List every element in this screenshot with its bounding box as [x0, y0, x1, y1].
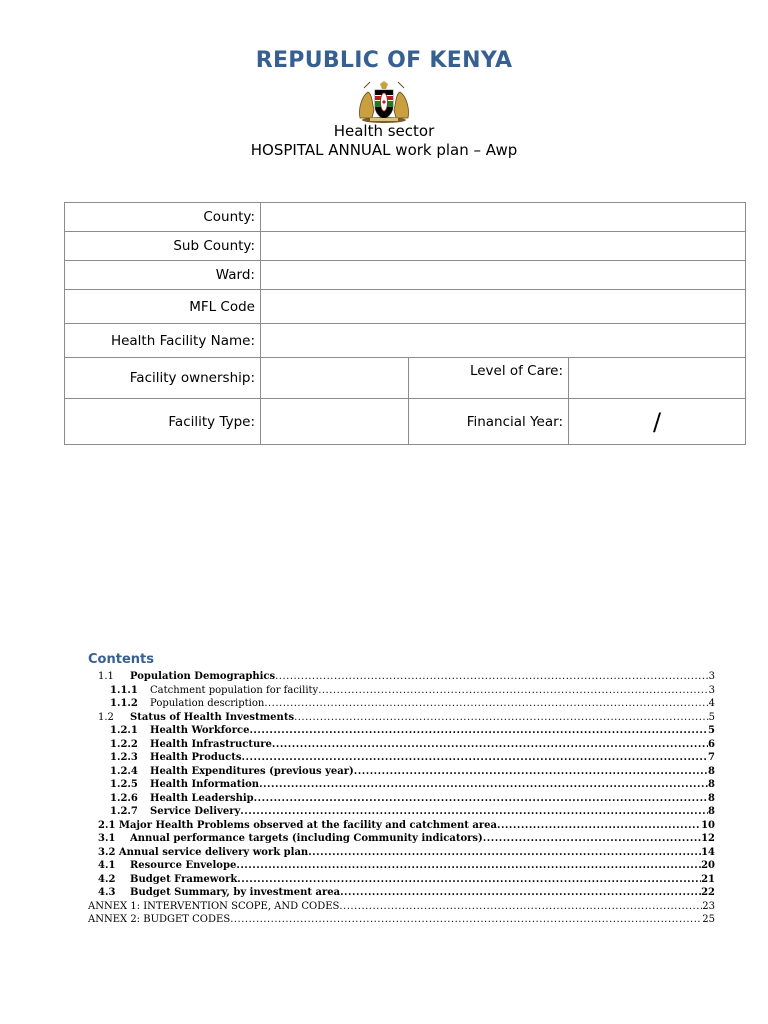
toc-page: 14: [701, 846, 715, 858]
toc-page: 8: [708, 765, 715, 777]
toc-page: 10: [701, 819, 715, 831]
facility-info-table: [64, 202, 746, 445]
toc-entry[interactable]: [88, 846, 715, 860]
toc-page: 7: [708, 752, 715, 763]
toc-page: 4: [708, 698, 715, 709]
toc-entry[interactable]: [88, 913, 715, 927]
toc-entry[interactable]: [88, 724, 715, 738]
toc-title: Population Demographics: [130, 671, 276, 682]
toc-title: Service Delivery: [150, 806, 241, 817]
mfl-code-field[interactable]: [261, 290, 746, 324]
table-of-contents: [88, 670, 715, 927]
toc-number: 1.1: [98, 671, 114, 682]
toc-page: 3: [708, 684, 715, 696]
toc-title: Health Leadership: [150, 792, 254, 804]
toc-number: 1.2.5: [110, 779, 138, 790]
toc-entry[interactable]: [88, 738, 715, 752]
toc-title: 2.1 Major Health Problems observed at the facility and catchment area: [98, 819, 497, 831]
document-plan-title: HOSPITAL ANNUAL work plan – Awp: [250, 141, 518, 159]
toc-number: 1.2.4: [110, 765, 138, 777]
county-field[interactable]: [261, 203, 746, 232]
document-title: REPUBLIC OF KENYA: [255, 48, 513, 73]
toc-entry[interactable]: [88, 751, 715, 765]
toc-number: 4.2: [98, 873, 116, 885]
toc-page: 12: [701, 833, 715, 844]
toc-entry[interactable]: [88, 900, 715, 914]
toc-page: 5: [708, 711, 715, 723]
sub-county-label: Sub County:: [65, 232, 261, 261]
toc-title: Health Expenditures (previous year): [150, 765, 354, 777]
toc-title: ANNEX 1: INTERVENTION SCOPE, AND CODES: [88, 900, 340, 912]
toc-page: 20: [701, 860, 715, 871]
facility-ownership-field[interactable]: [261, 358, 409, 399]
toc-page: 8: [708, 792, 715, 804]
toc-title: Resource Envelope: [130, 860, 237, 871]
toc-page: 8: [708, 779, 715, 790]
toc-title: Health Information: [150, 779, 260, 790]
toc-page: 25: [702, 914, 715, 925]
facility-name-label: Health Facility Name:: [65, 324, 261, 358]
toc-number: 1.2.1: [110, 725, 138, 736]
toc-number: 1.1.1: [110, 684, 138, 696]
toc-title: Population description: [150, 698, 265, 709]
toc-number: 1.2: [98, 711, 114, 723]
toc-entry[interactable]: [88, 873, 715, 887]
toc-title: Budget Framework: [130, 873, 238, 885]
toc-entry[interactable]: [88, 805, 715, 819]
toc-entry[interactable]: [88, 697, 715, 711]
toc-page: 23: [702, 900, 715, 912]
ward-label: Ward:: [65, 261, 261, 290]
toc-entry[interactable]: [88, 765, 715, 779]
facility-ownership-label: Facility ownership:: [65, 358, 261, 399]
ward-field[interactable]: [261, 261, 746, 290]
toc-number: 1.2.7: [110, 806, 138, 817]
facility-type-label: Facility Type:: [65, 399, 261, 445]
facility-type-field[interactable]: [261, 399, 409, 445]
toc-entry[interactable]: [88, 684, 715, 698]
coat-of-arms-icon: [356, 80, 412, 124]
toc-page: 5: [708, 725, 715, 736]
toc-title: Annual performance targets (including Community indicators): [130, 833, 483, 844]
toc-title: Health Products: [150, 752, 242, 763]
toc-number: 4.1: [98, 860, 116, 871]
level-of-care-label: Level of Care:: [409, 358, 569, 399]
toc-entry[interactable]: [88, 670, 715, 684]
toc-title: Health Workforce: [150, 725, 250, 736]
toc-title: Budget Summary, by investment area: [130, 887, 341, 898]
contents-heading: Contents: [88, 652, 154, 667]
toc-entry[interactable]: [88, 886, 715, 900]
toc-number: 1.2.6: [110, 792, 138, 804]
toc-entry[interactable]: [88, 711, 715, 725]
toc-number: 1.1.2: [110, 698, 138, 709]
document-subtitle: Health sector: [333, 122, 435, 140]
toc-page: 3: [708, 671, 715, 682]
toc-entry[interactable]: [88, 832, 715, 846]
toc-entry[interactable]: [88, 778, 715, 792]
toc-title: 3.2 Annual service delivery work plan: [98, 846, 309, 858]
toc-entry[interactable]: [88, 792, 715, 806]
toc-entry[interactable]: [88, 859, 715, 873]
financial-year-label: Financial Year:: [409, 399, 569, 445]
toc-title: Catchment population for facility: [150, 684, 319, 696]
toc-number: 1.2.2: [110, 738, 138, 750]
toc-title: ANNEX 2: BUDGET CODES: [88, 914, 231, 925]
toc-number: 1.2.3: [110, 752, 138, 763]
toc-title: Status of Health Investments: [130, 711, 295, 723]
toc-page: 8: [708, 806, 715, 817]
toc-number: 3.1: [98, 833, 116, 844]
mfl-code-label: MFL Code: [65, 290, 261, 324]
level-of-care-field[interactable]: [569, 358, 746, 399]
financial-year-field[interactable]: /: [569, 399, 746, 445]
toc-number: 4.3: [98, 887, 116, 898]
toc-page: 21: [701, 873, 715, 885]
toc-page: 6: [708, 738, 715, 750]
toc-entry[interactable]: [88, 819, 715, 833]
toc-page: 22: [701, 887, 715, 898]
facility-name-field[interactable]: [261, 324, 746, 358]
sub-county-field[interactable]: [261, 232, 746, 261]
county-label: County:: [65, 203, 261, 232]
toc-title: Health Infrastructure: [150, 738, 272, 750]
